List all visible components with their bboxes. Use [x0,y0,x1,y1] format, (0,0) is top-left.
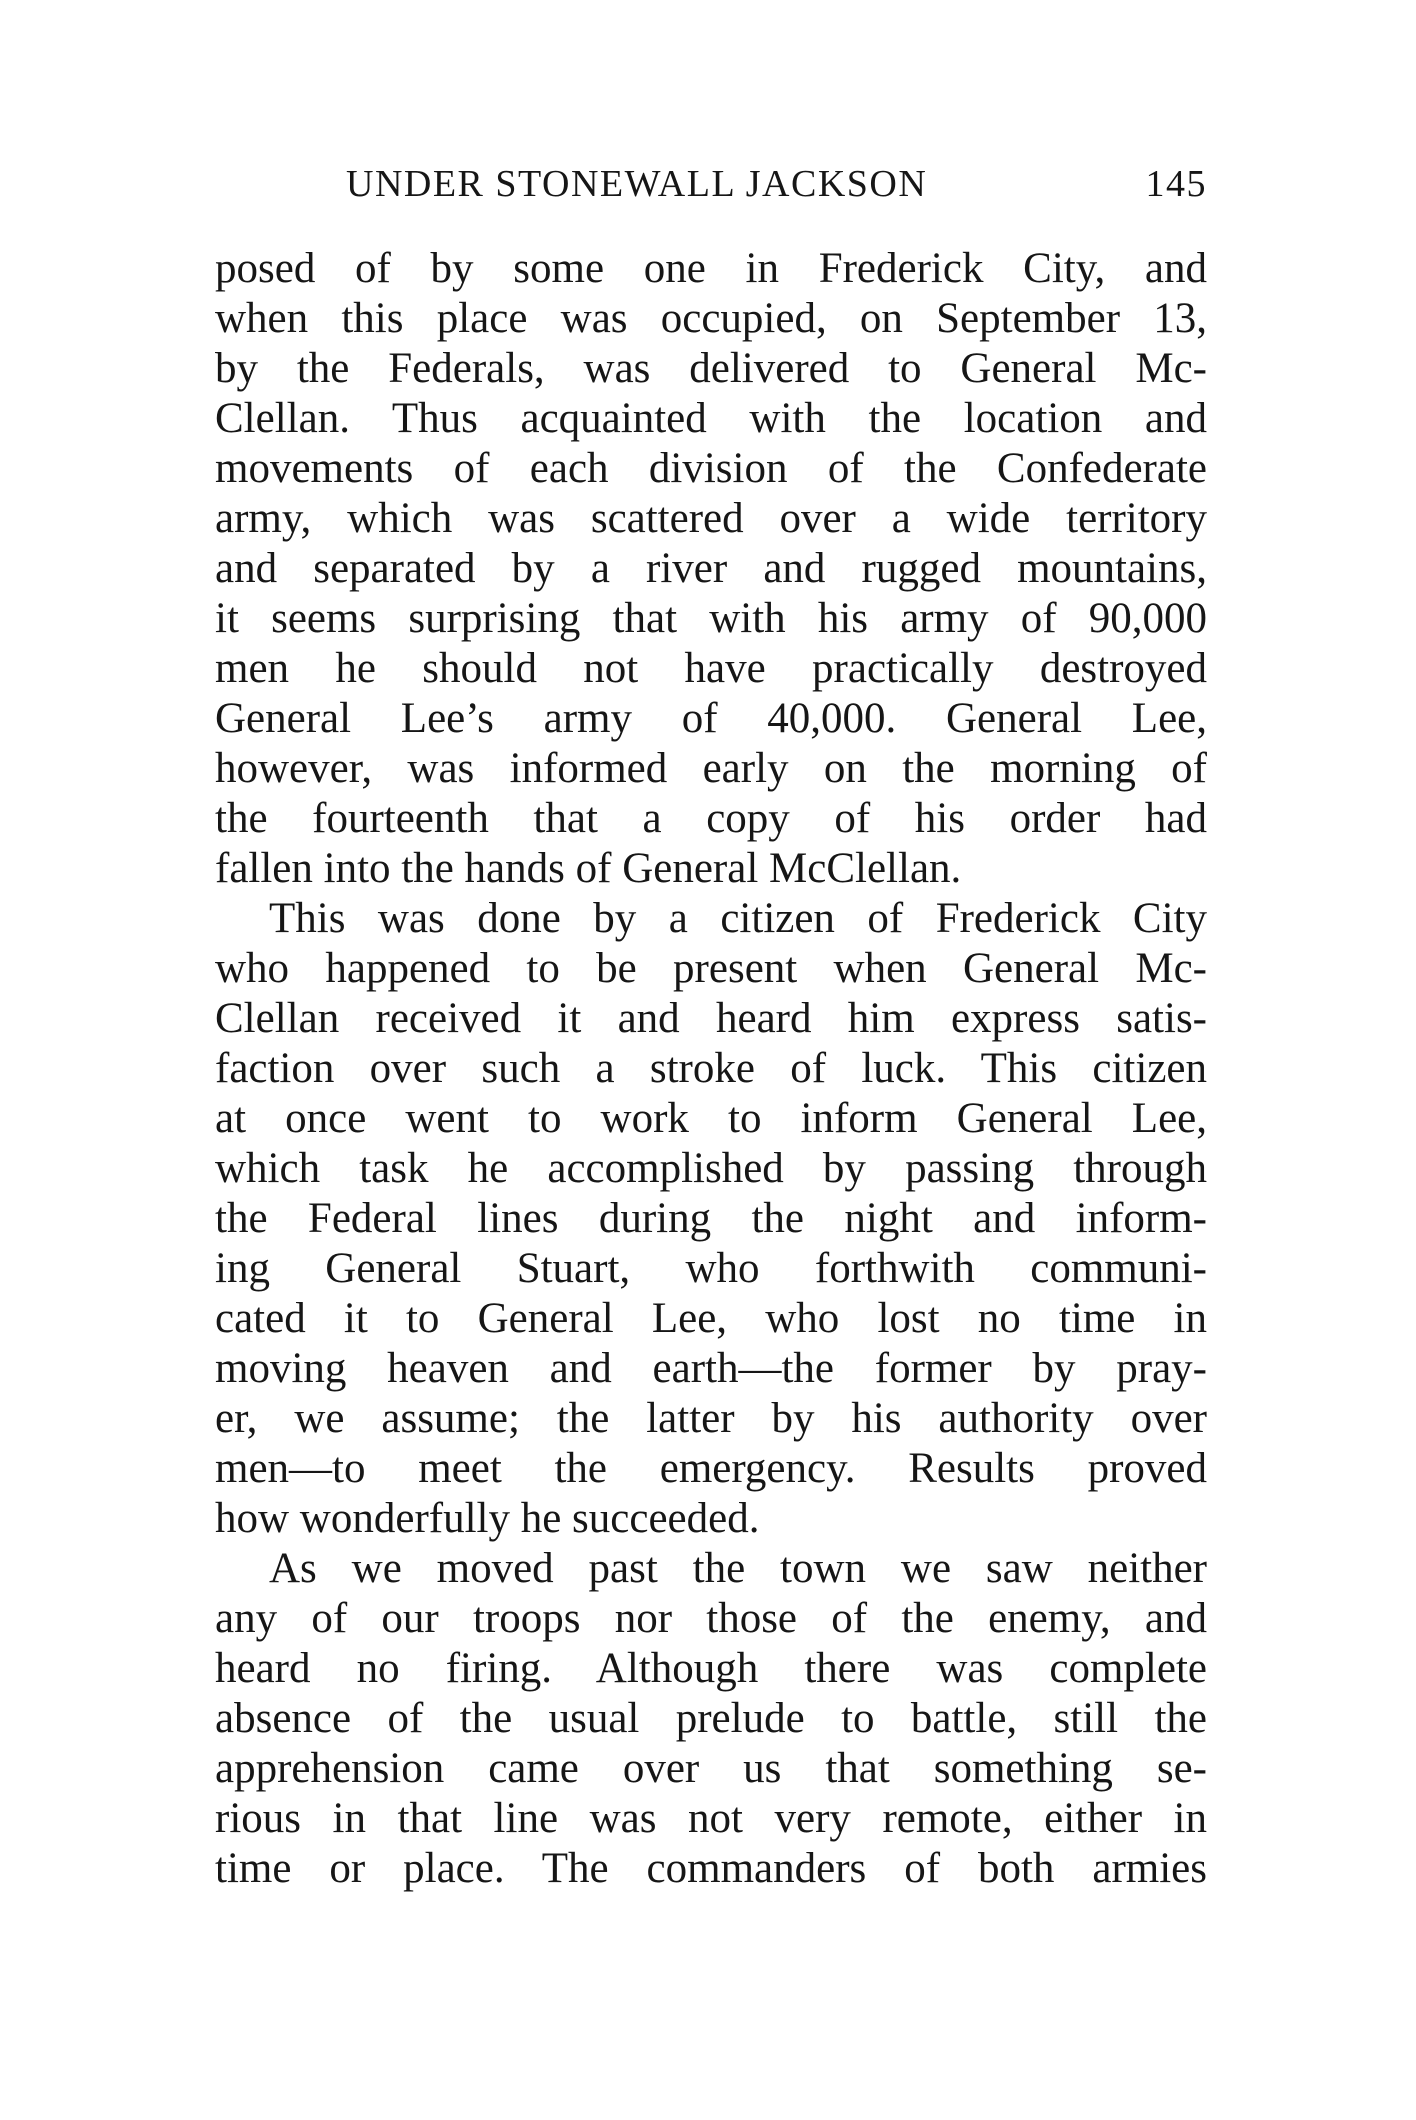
text-line: however, was informed early on the morning of [215,745,1207,792]
running-head [346,158,1207,210]
text-line: rious in that line was not very remote, either in [215,1795,1207,1842]
text-line: by the Federals, was delivered to General Mc- [215,345,1207,392]
running-title: UNDER STONEWALL JACKSON [346,163,928,205]
text-line: the Federal lines during the night and inform- [215,1195,1207,1242]
text-line: time or place. The commanders of both armies [215,1845,1207,1892]
text-line: As we moved past the town we saw neither [269,1545,1207,1592]
text-line: any of our troops nor those of the enemy, and [215,1595,1207,1642]
text-line: when this place was occupied, on September 13, [215,295,1207,342]
text-line: heard no firing. Although there was complete [215,1645,1207,1692]
text-line: General Lee’s army of 40,000. General Lee, [215,695,1207,742]
text-line: the fourteenth that a copy of his order had [215,795,1207,842]
text-line: it seems surprising that with his army of 90,000 [215,595,1207,642]
text-line: faction over such a stroke of luck. This citizen [215,1045,1207,1092]
text-line: cated it to General Lee, who lost no time in [215,1295,1207,1342]
text-line: moving heaven and earth—the former by pray- [215,1345,1207,1392]
text-line: how wonderfully he succeeded. [215,1495,760,1542]
body-text [215,244,1207,1894]
text-line: Clellan. Thus acquainted with the location and [215,395,1207,442]
text-line: Clellan received it and heard him express satis- [215,995,1207,1042]
paragraph [215,1544,1207,1894]
text-line: men he should not have practically destroyed [215,645,1207,692]
text-line: which task he accomplished by passing through [215,1145,1207,1192]
paragraph [215,894,1207,1544]
text-line: and separated by a river and rugged mountains, [215,545,1207,592]
paragraph [215,244,1207,894]
text-line: army, which was scattered over a wide territory [215,495,1207,542]
page-number: 145 [1145,163,1207,205]
text-line: This was done by a citizen of Frederick City [269,895,1207,942]
text-line: er, we assume; the latter by his authority over [215,1395,1207,1442]
text-line: apprehension came over us that something se- [215,1745,1207,1792]
text-line: men—to meet the emergency. Results proved [215,1445,1207,1492]
text-line: posed of by some one in Frederick City, and [215,245,1207,292]
text-line: absence of the usual prelude to battle, still the [215,1695,1207,1742]
text-line: at once went to work to inform General Lee, [215,1095,1207,1142]
text-line: ing General Stuart, who forthwith communi- [215,1245,1207,1292]
text-line: fallen into the hands of General McClellan. [215,845,962,892]
text-line: who happened to be present when General Mc- [215,945,1207,992]
text-line: movements of each division of the Confederate [215,445,1207,492]
